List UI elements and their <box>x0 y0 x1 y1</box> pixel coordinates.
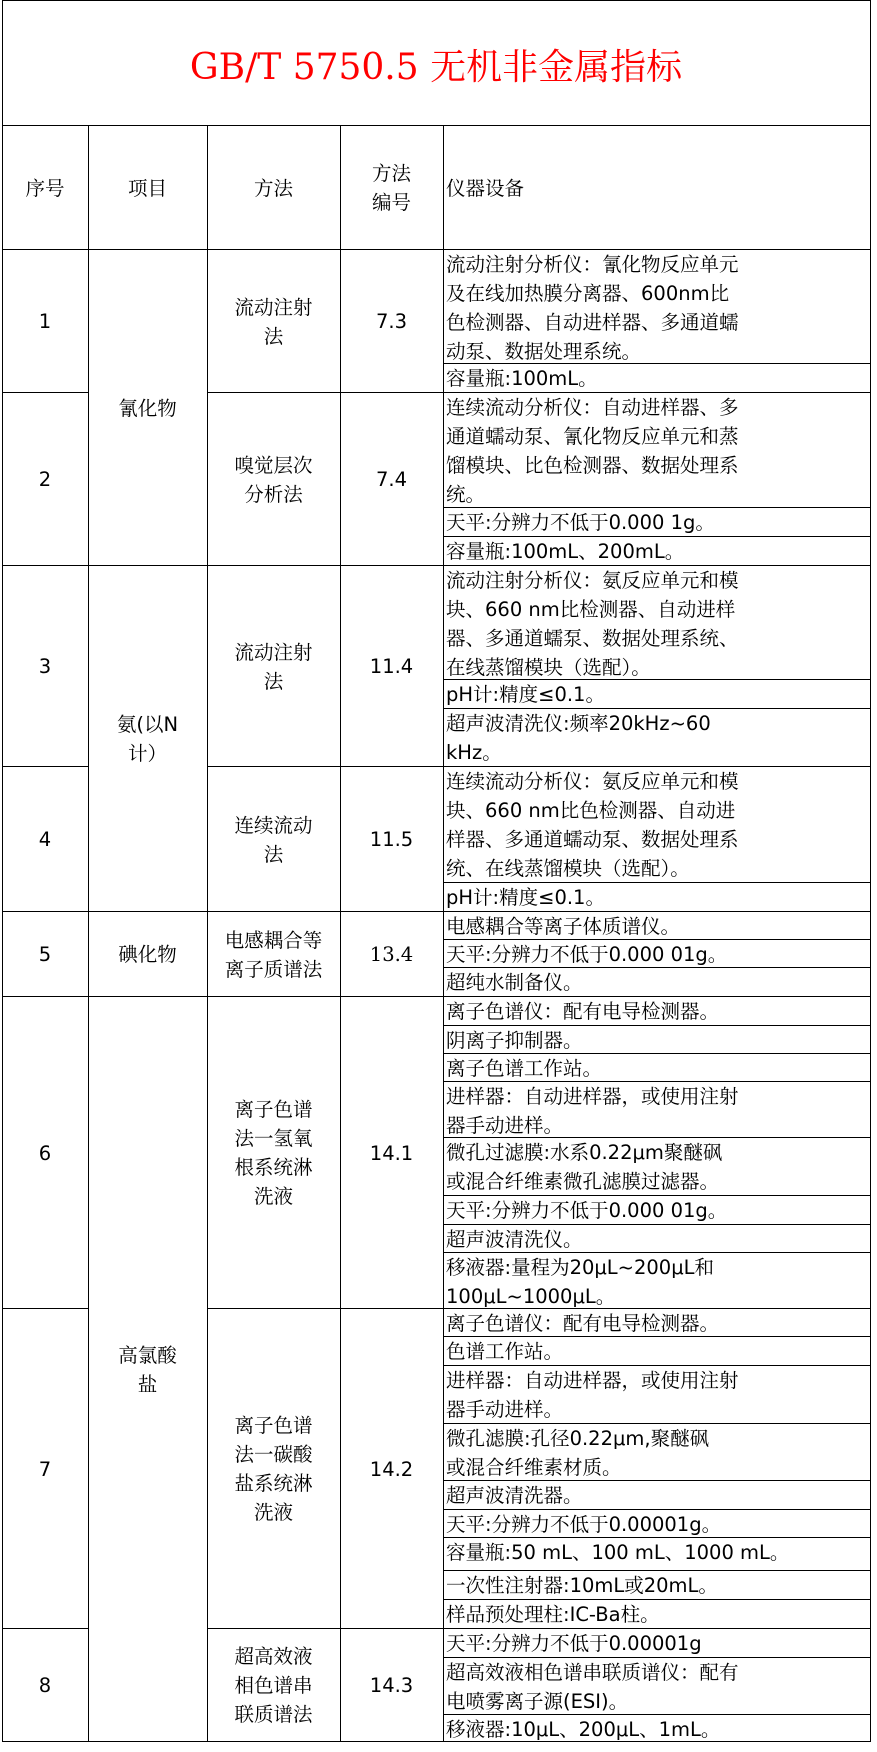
header-method-no: 方法 编号 <box>371 162 411 214</box>
grid-line <box>443 1137 871 1138</box>
method-name: 电感耦合等 离子质谱法 <box>224 928 323 981</box>
grid-line <box>2 911 207 912</box>
method-name: 离子色谱 法一碳酸 盐系统淋 洗液 <box>234 1414 313 1524</box>
grid-line <box>340 125 341 1742</box>
method-name: 流动注射 法 <box>234 295 313 348</box>
grid-line <box>443 679 871 680</box>
grid-line <box>207 392 444 393</box>
grid-line <box>443 1252 871 1253</box>
grid-line <box>443 1480 871 1481</box>
equipment-entry: 移液器:10μL、200μL、1mL。 <box>446 1718 721 1741</box>
equipment-entry: 超声波清洗仪:频率20kHz~60 kHz。 <box>446 712 711 764</box>
method-code: 7.4 <box>375 468 407 491</box>
equipment-entry: 离子色谱仪：配有电导检测器。 <box>446 1312 720 1335</box>
grid-line <box>207 125 208 1742</box>
equipment-entry: 阴离子抑制器。 <box>446 1029 583 1052</box>
row-seq: 2 <box>38 468 52 491</box>
header-item: 项目 <box>127 176 167 200</box>
grid-line <box>443 1081 871 1082</box>
equipment-entry: 离子色谱仪：配有电导检测器。 <box>446 1000 720 1023</box>
equipment-entry: pH计:精度≤0.1。 <box>446 886 605 909</box>
grid-line <box>443 1336 871 1337</box>
equipment-entry: 容量瓶:50 mL、100 mL、1000 mL。 <box>446 1541 790 1564</box>
grid-line <box>443 1195 871 1196</box>
equipment-entry: 超声波清洗仪。 <box>446 1228 583 1251</box>
grid-line <box>443 1599 871 1600</box>
row-seq: 4 <box>38 828 52 851</box>
grid-line <box>207 766 444 767</box>
equipment-entry: 进样器：自动进样器，或使用注射 器手动进样。 <box>446 1369 739 1421</box>
grid-line <box>2 392 88 393</box>
grid-line <box>2 125 871 126</box>
grid-line <box>443 125 444 1742</box>
row-seq: 7 <box>38 1457 52 1481</box>
equipment-entry: 微孔滤膜:孔径0.22μm,聚醚砜 或混合纤维素材质。 <box>446 1427 710 1479</box>
method-name: 嗅觉层次 分析法 <box>234 453 313 506</box>
grid-line <box>443 507 871 508</box>
method-code: 11.4 <box>369 655 414 678</box>
method-name: 流动注射 法 <box>234 640 313 693</box>
equipment-entry: 超纯水制备仪。 <box>446 971 583 994</box>
grid-line <box>443 1570 871 1571</box>
grid-line <box>443 1714 871 1715</box>
equipment-entry: pH计:精度≤0.1。 <box>446 683 605 706</box>
grid-line <box>2 565 207 566</box>
grid-line <box>443 1224 871 1225</box>
method-code: 11.5 <box>369 828 414 851</box>
equipment-entry: 流动注射分析仪：氨反应单元和模 块、660 nm比检测器、自动进样 器、多通道蠕泵、数据处理系统、 在线蒸馏模块（选配）。 <box>446 569 739 679</box>
method-code: 14.3 <box>369 1674 414 1697</box>
grid-line <box>443 1509 871 1510</box>
equipment-entry: 超声波清洗器。 <box>446 1484 583 1507</box>
grid-line <box>443 392 871 393</box>
equipment-entry: 色谱工作站。 <box>446 1340 564 1363</box>
equipment-entry: 连续流动分析仪：氨反应单元和模 块、660 nm比色检测器、自动进 样器、多通道蠕动泵、数据处理系 统、在线蒸馏模块（选配）。 <box>446 770 739 880</box>
equipment-entry: 电感耦合等离子体质谱仪。 <box>446 915 681 938</box>
grid-line <box>207 1628 444 1629</box>
equipment-entry: 天平:分辨力不低于0.000 1g。 <box>446 511 715 534</box>
grid-line <box>443 882 871 883</box>
method-code: 7.3 <box>375 310 407 333</box>
equipment-entry: 天平:分辨力不低于0.000 01g。 <box>446 1199 728 1222</box>
equipment-entry: 天平:分辨力不低于0.00001g。 <box>446 1513 722 1536</box>
grid-line <box>207 1308 444 1309</box>
grid-line <box>2 766 88 767</box>
grid-line <box>443 911 871 912</box>
grid-line <box>2 1628 88 1629</box>
grid-line <box>2 996 207 997</box>
equipment-entry: 样品预处理柱:IC-Ba柱。 <box>446 1603 660 1626</box>
grid-line <box>443 1365 871 1366</box>
grid-line <box>443 363 871 364</box>
grid-line <box>2 1308 88 1309</box>
grid-line <box>443 1308 871 1309</box>
item-name: 氨(以N 计） <box>116 713 179 765</box>
grid-line <box>88 125 89 1742</box>
grid-line <box>443 967 871 968</box>
equipment-entry: 超高效液相色谱串联质谱仪：配有 电喷雾离子源(ESI)。 <box>446 1661 739 1713</box>
grid-line <box>443 996 871 997</box>
grid-line <box>207 565 444 566</box>
equipment-entry: 一次性注射器:10mL或20mL。 <box>446 1574 718 1597</box>
equipment-entry: 天平:分辨力不低于0.000 01g。 <box>446 943 728 966</box>
item-name: 氰化物 <box>118 396 177 420</box>
row-seq: 1 <box>38 310 52 333</box>
item-name: 高氯酸 盐 <box>118 1343 177 1396</box>
grid-line <box>443 1025 871 1026</box>
equipment-entry: 流动注射分析仪：氰化物反应单元 及在线加热膜分离器、600nm比 色检测器、自动进样器、多通道蠕 动泵、数据处理系统。 <box>446 253 739 363</box>
equipment-entry: 移液器:量程为20μL~200μL和 100μL~1000μL。 <box>446 1256 714 1308</box>
row-seq: 3 <box>38 655 52 678</box>
method-code: 14.1 <box>369 1141 414 1165</box>
grid-line <box>443 1423 871 1424</box>
grid-line <box>443 1628 871 1629</box>
grid-line <box>443 1537 871 1538</box>
method-name: 连续流动 法 <box>234 813 313 866</box>
grid-line <box>443 766 871 767</box>
row-seq: 8 <box>38 1674 52 1697</box>
grid-line <box>443 565 871 566</box>
row-seq: 6 <box>38 1141 52 1165</box>
grid-line <box>2 249 871 250</box>
method-name: 离子色谱 法一氢氧 根系统淋 洗液 <box>234 1098 313 1208</box>
equipment-entry: 天平:分辨力不低于0.00001g <box>446 1632 702 1655</box>
method-code: 13.4 <box>369 943 414 966</box>
grid-line <box>207 911 444 912</box>
header-seq: 序号 <box>25 176 65 200</box>
table-title: GB/T 5750.5 无机非金属指标 <box>189 47 683 88</box>
table-border <box>2 1741 871 1742</box>
item-name: 碘化物 <box>118 943 177 966</box>
equipment-entry: 进样器：自动进样器，或使用注射 器手动进样。 <box>446 1085 739 1137</box>
grid-line <box>443 708 871 709</box>
equipment-entry: 容量瓶:100mL、200mL。 <box>446 540 685 563</box>
header-method: 方法 <box>253 176 293 200</box>
grid-line <box>443 939 871 940</box>
method-code: 14.2 <box>369 1457 414 1481</box>
row-seq: 5 <box>38 943 52 966</box>
grid-line <box>443 1053 871 1054</box>
header-equipment: 仪器设备 <box>446 176 525 200</box>
equipment-entry: 连续流动分析仪：自动进样器、多 通道蠕动泵、氰化物反应单元和蒸 馏模块、比色检测器、数据处理系 统。 <box>446 396 739 506</box>
grid-line <box>443 1657 871 1658</box>
equipment-entry: 微孔过滤膜:水系0.22μm聚醚砜 或混合纤维素微孔滤膜过滤器。 <box>446 1141 723 1193</box>
grid-line <box>207 996 444 997</box>
equipment-entry: 离子色谱工作站。 <box>446 1057 603 1080</box>
method-name: 超高效液 相色谱串 联质谱法 <box>234 1645 313 1726</box>
table-border <box>2 0 871 1</box>
equipment-entry: 容量瓶:100mL。 <box>446 367 598 390</box>
table-border <box>2 0 3 1742</box>
grid-line <box>443 536 871 537</box>
